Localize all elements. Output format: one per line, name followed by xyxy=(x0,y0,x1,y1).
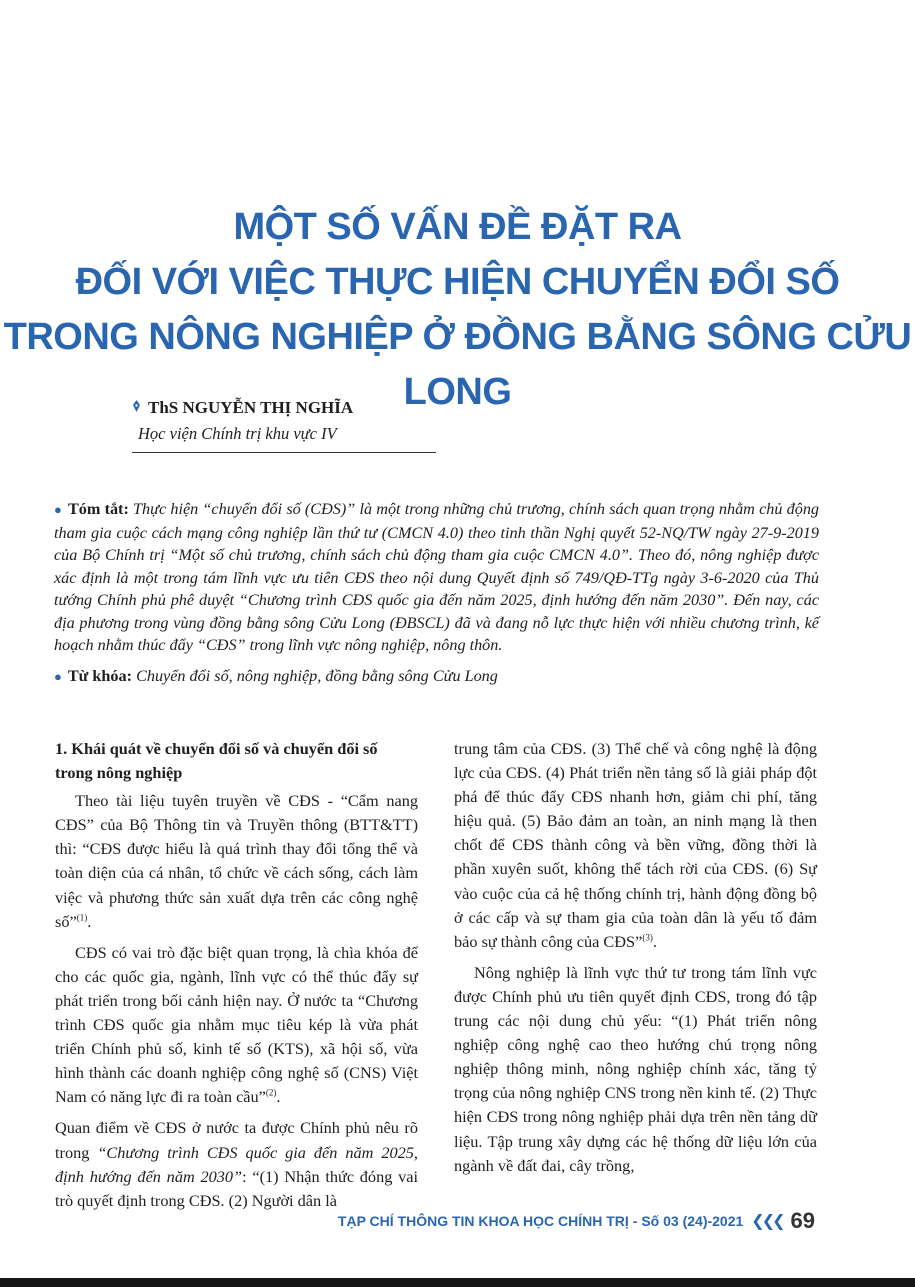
paragraph: CĐS có vai trò đặc biệt quan trọng, là chìa khóa để cho các quốc gia, ngành, lĩnh vực có thể thúc đẩy sự phát triển trong bối cảnh hiện nay. Ở nước ta “Chương trình CĐS quốc gia nhằm mục tiêu kép là vừa phát triển Chính phủ số, kinh tế số (KTS), xã hội số, vừa hình thành các doanh nghiệp công nghệ số (CNS) Việt Nam có năng lực đi ra toàn cầu”$^{(2)}$. xyxy=(55,942,418,1107)
bullet-icon: ● xyxy=(54,502,62,517)
paragraph: Theo tài liệu tuyên truyền về CĐS - “Cẩm nang CĐS” của Bộ Thông tin và Truyền thông (BTT&TT) thì: “CĐS được hiểu là quá trình thay đổi tổng thể và toàn diện của cá nhân, tổ chức về cách sống, cách làm việc và phương thức sản xuất dựa trên các công nghệ số”$^{(1)}$. xyxy=(55,791,418,931)
abstract-block xyxy=(54,498,819,688)
paragraph: Nông nghiệp là lĩnh vực thứ tư trong tám lĩnh vực được Chính phủ ưu tiên quyết định CĐS, trong đó tập trung các nội dung chủ yếu: “(1) Phát triển nông nghiệp công nghệ cao theo hướng chú trọng nông nghiệp thông minh, nông nghiệp chính xác, tăng tỷ trọng của nông nghiệp CNS trong nền kinh tế. (2) Thực hiện CĐS trong nông nghiệp phải dựa trên nền tảng dữ liệu. Tập trung xây dựng các hệ thống dữ liệu lớn của ngành về đất đai, cây trồng, xyxy=(454,962,817,1175)
issue-number: - Số 03 (24)-2021 xyxy=(632,1213,744,1229)
section-heading: 1. Khái quát về chuyển đổi số và chuyển đổi số trong nông nghiệp xyxy=(55,739,378,783)
page-number: 69 xyxy=(790,1208,815,1233)
author-divider xyxy=(132,452,436,453)
abstract-text: Thực hiện “chuyển đổi số (CĐS)” là một trong những chủ trương, chính sách quan trọng nhằm chủ động tham gia cuộc cách mạng công nghiệp lần thứ tư (CMCN 4.0) theo tinh thần Nghị quyết 52-NQ/TW ngày 27-9-2019 của Bộ Chính trị “Một số chủ trương, chính sách chủ động tham gia cuộc CMCN 4.0”. Theo đó, nông nghiệp được xác định là một trong tám lĩnh vực ưu tiên CĐS theo nội dung Quyết định số 749/QĐ-TTg ngày 3-6-2020 của Thủ tướng Chính phủ phê duyệt “Chương trình CĐS quốc gia đến năm 2025, định hướng đến năm 2030”. Đến nay, các địa phương trong vùng đồng bằng sông Cửu Long (ĐBSCL) đã và đang nỗ lực thực hiện với nhiều chương trình, kế hoạch nhằm thúc đẩy “CĐS” trong lĩnh vực nông nghiệp, nông thôn. xyxy=(54,500,820,654)
keywords-text: Chuyển đổi số, nông nghiệp, đồng bằng sông Cửu Long xyxy=(136,666,498,685)
bullet-icon: ● xyxy=(54,668,62,684)
abstract xyxy=(54,498,819,657)
title-line-3: TRONG NÔNG NGHIỆP Ở ĐỒNG BẰNG SÔNG CỬU LONG xyxy=(3,316,912,413)
body-column-left xyxy=(55,737,418,1213)
paragraph: Quan điểm về CĐS ở nước ta được Chính phủ nêu rõ trong “Chương trình CĐS quốc gia đến năm 2025, định hướng đến năm 2030”: “(1) Nhận thức đóng vai trò quyết định trong CĐS. (2) Người dân là xyxy=(55,1118,419,1210)
footnote-ref: (1) xyxy=(76,912,88,923)
pen-nib-icon xyxy=(132,400,144,416)
footnote-ref: (2) xyxy=(265,1087,277,1098)
bottom-border xyxy=(0,1278,915,1287)
author-affiliation: Học viện Chính trị khu vực IV xyxy=(138,424,337,443)
author-block xyxy=(132,398,437,453)
footnote-ref: (3) xyxy=(642,932,653,943)
abstract-label: Tóm tắt: xyxy=(68,500,129,518)
journal-name: TẠP CHÍ THÔNG TIN KHOA HỌC CHÍNH TRỊ xyxy=(337,1213,629,1229)
keywords-label: Từ khóa: xyxy=(67,666,133,685)
page-footer xyxy=(338,1208,815,1234)
chevron-left-icon: ❮❮❮ xyxy=(751,1213,783,1230)
title-line-2: ĐỐI VỚI VIỆC THỰC HIỆN CHUYỂN ĐỔI SỐ xyxy=(75,261,840,303)
paragraph: trung tâm của CĐS. (3) Thể chế và công nghệ là động lực của CĐS. (4) Phát triển nền tảng số là giải pháp đột phá để thúc đẩy CĐS nhanh hơn, giảm chi phí, tăng hiệu quả. (5) Bảo đảm an toàn, an ninh mạng là then chốt để CĐS thành công và bền vững, đồng thời là phần xuyên suốt, không thể tách rời của CĐS. (6) Sự vào cuộc của cả hệ thống chính trị, hành động đồng bộ ở các cấp và sự tham gia của toàn dân là yếu tố đảm bảo sự thành công của CĐS”$^{(3)}$. xyxy=(454,739,817,951)
article-title xyxy=(0,200,915,420)
body-column-right xyxy=(454,737,817,1178)
title-line-1: MỘT SỐ VẤN ĐỀ ĐẶT RA xyxy=(233,206,682,248)
keywords xyxy=(54,665,819,689)
author-name: ThS NGUYỄN THỊ NGHĨA xyxy=(148,398,354,417)
